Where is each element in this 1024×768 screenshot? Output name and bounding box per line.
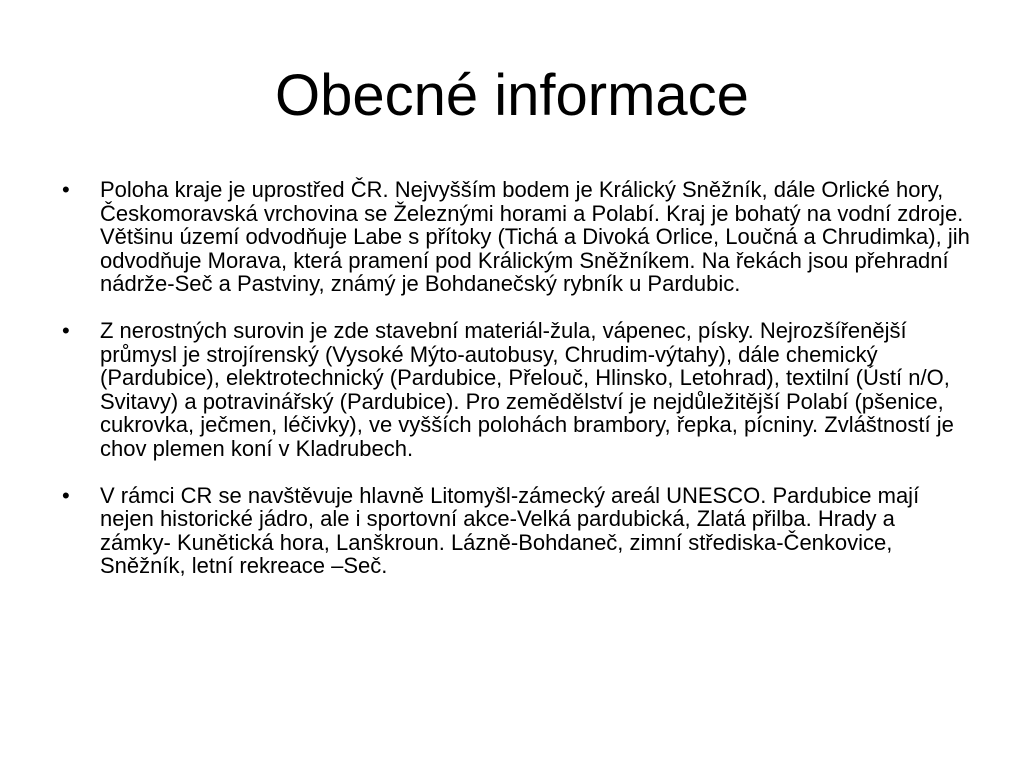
bullet-text: Z nerostných surovin je zde stavební materiál-žula, vápenec, písky. Nejrozšířenější průmysl je strojírenský (Vysoké Mýto-autobusy, Chrudim-výtahy), dále chemický (Pardubice), elektrotechnický (Pardubice, Přelouč, Hlinsko, Letohrad), textilní (Ústí n/O, Svitavy) a potravinářský (Pardubice). Pro zemědělství je nejdůležitější Polabí (pšenice, cukrovka, ječmen, léčivky), ve vyšších polohách brambory, řepka, pícniny. Zvláštností je chov plemen koní v Kladrubech.	[100, 317, 954, 461]
bullet-item-location	[60, 178, 970, 296]
bullet-item-tourism	[60, 484, 970, 578]
bullet-text: Poloha kraje je uprostřed ČR. Nejvyšším bodem je Králický Sněžník, dále Orlické hory, Českomoravská vrchovina se Železnými horami a Polabí. Kraj je bohatý na vodní zdroje. Většinu území odvodňuje Labe s přítoky (Tichá a Divoká Orlice, Loučná a Chrudimka), jih odvodňuje Morava, která pramení pod Králickým Sněžníkem. Na řekách jsou přehradní nádrže-Seč a Pastviny, známý je Bohdanečský rybník u Pardubic.	[100, 177, 970, 297]
bullet-icon: •	[62, 177, 70, 202]
slide-title: Obecné informace	[275, 63, 749, 128]
bullet-list	[60, 178, 970, 601]
bullet-icon: •	[62, 482, 70, 508]
bullet-icon: •	[62, 317, 70, 343]
bullet-item-industry	[60, 319, 970, 461]
bullet-text: V rámci CR se navštěvuje hlavně Litomyšl-zámecký areál UNESCO. Pardubice mají nejen historické jádro, ale i sportovní akce-Velká pardubická, Zlatá přilba. Hrady a zámky- Kunětická hora, Lanškroun. Lázně-Bohdaneč, zimní střediska-Čenkovice, Sněžník, letní rekreace –Seč.	[100, 482, 920, 579]
